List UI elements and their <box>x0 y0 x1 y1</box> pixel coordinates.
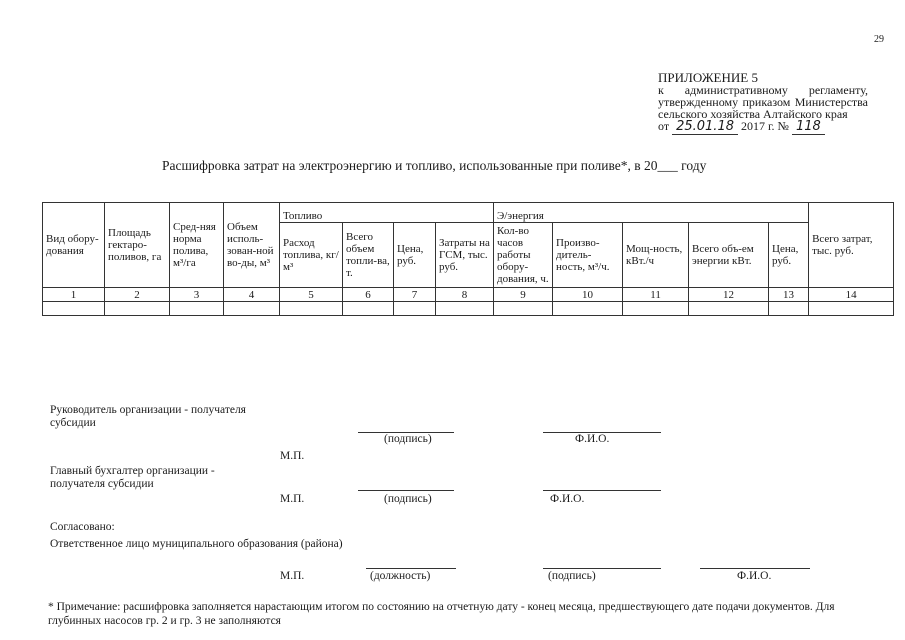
column-number: 4 <box>224 288 280 302</box>
header-productivity: Произво-дитель-ность, м³/ч. <box>553 223 623 288</box>
accountant-name-line <box>543 490 661 491</box>
empty-cell <box>494 302 553 316</box>
column-number: 5 <box>280 288 343 302</box>
empty-cell <box>43 302 105 316</box>
header-hours: Кол-во часов работы обору-дования, ч. <box>494 223 553 288</box>
empty-cell <box>343 302 394 316</box>
column-number: 2 <box>105 288 170 302</box>
accountant-label: Главный бухгалтер организации - получателя субсидии <box>50 465 215 490</box>
agreed-label: Согласовано: <box>50 521 115 533</box>
column-number: 1 <box>43 288 105 302</box>
header-fuel-total: Всего объем топли-ва, т. <box>343 223 394 288</box>
column-number: 14 <box>809 288 894 302</box>
date-suffix: 2017 г. № <box>740 119 790 133</box>
appendix-text: к административному регламенту, утвержденному приказом Министерства сельского хозяйства Алтайского края <box>658 83 868 121</box>
header-total: Всего затрат, тыс. руб. <box>809 203 894 288</box>
empty-cell <box>394 302 436 316</box>
footnote: * Примечание: расшифровка заполняется нарастающим итогом по состоянию на отчетную дату - конец месяца, предшествующего дате подачи документов. Для глубинных насосов гр. 2 и гр. 3 не заполняются <box>48 601 835 627</box>
position-caption: (должность) <box>370 570 431 582</box>
responsible-name-line <box>700 568 810 569</box>
responsible-signature-line <box>543 568 661 569</box>
handwritten-date: 25.01.18 <box>672 119 738 135</box>
stamp-label: М.П. <box>280 493 305 505</box>
header-fuel-price: Цена, руб. <box>394 223 436 288</box>
header-norm: Сред-няя норма полива, м³/га <box>170 203 224 288</box>
column-number: 6 <box>343 288 394 302</box>
empty-cell <box>769 302 809 316</box>
appendix-title: ПРИЛОЖЕНИЕ 5 <box>658 70 758 85</box>
header-energy-price: Цена, руб. <box>769 223 809 288</box>
header-area: Площадь гектаро-поливов, га <box>105 203 170 288</box>
header-power: Мощ-ность, кВт./ч <box>623 223 689 288</box>
table-header-row <box>43 203 894 223</box>
document-title: Расшифровка затрат на электроэнергию и топливо, использованные при поливе*, в 20___ году <box>162 158 707 173</box>
date-prefix: от <box>658 119 670 133</box>
header-group-fuel: Топливо <box>280 203 494 223</box>
accountant-signature-line <box>358 490 454 491</box>
column-number: 7 <box>394 288 436 302</box>
page-number: 29 <box>874 34 884 45</box>
column-number: 9 <box>494 288 553 302</box>
responsible-label: Ответственное лицо муниципального образования (района) <box>50 538 343 550</box>
appendix-date-line <box>658 120 868 133</box>
column-number: 11 <box>623 288 689 302</box>
appendix-header <box>658 72 868 133</box>
column-number: 8 <box>436 288 494 302</box>
cost-breakdown-table <box>42 202 894 316</box>
empty-cell <box>170 302 224 316</box>
column-number-row <box>43 288 894 302</box>
empty-cell <box>280 302 343 316</box>
header-fuel-cost: Затраты на ГСМ, тыс. руб. <box>436 223 494 288</box>
head-name-caption: Ф.И.О. <box>575 433 610 445</box>
responsible-signature-caption: (подпись) <box>548 570 596 582</box>
head-signature-caption: (подпись) <box>384 433 432 445</box>
head-label: Руководитель организации - получателя субсидии <box>50 404 246 429</box>
empty-cell <box>623 302 689 316</box>
handwritten-number: 118 <box>792 119 825 135</box>
accountant-signature-caption: (подпись) <box>384 493 432 505</box>
empty-cell <box>553 302 623 316</box>
stamp-label: М.П. <box>280 450 305 462</box>
column-number: 13 <box>769 288 809 302</box>
responsible-name-caption: Ф.И.О. <box>737 570 772 582</box>
column-number: 12 <box>689 288 769 302</box>
empty-cell <box>689 302 769 316</box>
accountant-name-caption: Ф.И.О. <box>550 493 585 505</box>
header-fuel-rate: Расход топлива, кг/м³ <box>280 223 343 288</box>
stamp-label: М.П. <box>280 570 305 582</box>
header-volume: Объем исполь-зован-ной во-ды, м³ <box>224 203 280 288</box>
empty-cell <box>809 302 894 316</box>
header-group-energy: Э/энергия <box>494 203 809 223</box>
column-number: 10 <box>553 288 623 302</box>
position-line <box>366 568 456 569</box>
empty-cell <box>224 302 280 316</box>
header-energy-total: Всего объ-ем энергии кВт. <box>689 223 769 288</box>
empty-cell <box>105 302 170 316</box>
empty-cell <box>436 302 494 316</box>
header-equipment: Вид обору-дования <box>43 203 105 288</box>
column-number: 3 <box>170 288 224 302</box>
empty-data-row <box>43 302 894 316</box>
